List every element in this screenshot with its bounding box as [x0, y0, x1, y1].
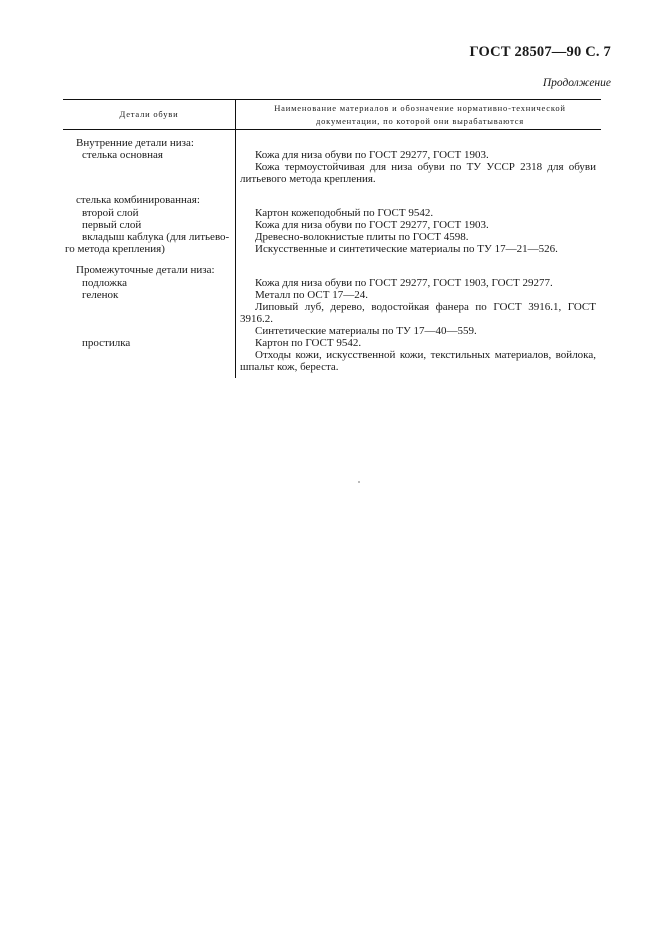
material-r11: Картон по ГОСТ 9542.: [255, 337, 362, 349]
part-heel-insert-line2: го метода крепления): [65, 243, 165, 255]
group-intermediate-parts: Промежуточные детали низа:: [76, 264, 215, 276]
part-insole-combined: стелька комбинированная:: [76, 194, 200, 206]
table-header-rule: [63, 129, 601, 130]
material-r1: Кожа для низа обуви по ГОСТ 29277, ГОСТ 1903.: [255, 149, 489, 161]
material-r4: Кожа для низа обуви по ГОСТ 29277, ГОСТ 1903.: [255, 219, 489, 231]
table-column-divider: [235, 100, 236, 378]
document-reference: ГОСТ 28507—90 С. 7: [469, 44, 611, 60]
part-filler: простилка: [82, 337, 131, 349]
column-header-materials: [240, 102, 600, 128]
column-header-parts: Детали обуви: [119, 109, 179, 119]
material-r9: Липовый луб, дерево, водостойкая фанера по ГОСТ 3916.1, ГОСТ 3916.2.: [240, 301, 596, 326]
material-r2: Кожа термоустойчивая для низа обуви по ТУ УССР 2318 для обуви литьевого метода крепления.: [240, 161, 596, 186]
part-second-layer: второй слой: [82, 207, 139, 219]
continuation-label: Продолжение: [542, 77, 611, 89]
group-inner-parts: Внутренние детали низа:: [76, 137, 194, 149]
part-insole-main: стелька основная: [82, 149, 163, 161]
part-first-layer: первый слой: [82, 219, 142, 231]
material-r12: Отходы кожи, искусственной кожи, текстильных материалов, войлока, шпальт кож, береста.: [240, 349, 596, 374]
material-r10: Синтетические материалы по ТУ 17—40—559.: [255, 325, 477, 337]
column-header-materials-line1: Наименование материалов и обозначение нормативно-технической: [274, 103, 566, 113]
column-header-materials-line2: документации, по которой они вырабатываются: [315, 116, 525, 126]
part-base: подложка: [82, 277, 128, 289]
scan-speck: [358, 481, 360, 483]
material-r7: Кожа для низа обуви по ГОСТ 29277, ГОСТ 1903, ГОСТ 29277.: [255, 277, 553, 289]
part-shank: геленок: [82, 289, 119, 301]
part-heel-insert-line1: вкладыш каблука (для литьево-: [82, 231, 230, 243]
material-r8: Металл по ОСТ 17—24.: [255, 289, 368, 301]
material-r5: Древесно-волокнистые плиты по ГОСТ 4598.: [255, 231, 469, 243]
table-top-rule: [63, 99, 601, 100]
material-r6: Искусственные и синтетические материалы по ТУ 17—21—526.: [255, 243, 558, 255]
material-r3: Картон кожеподобный по ГОСТ 9542.: [255, 207, 434, 219]
